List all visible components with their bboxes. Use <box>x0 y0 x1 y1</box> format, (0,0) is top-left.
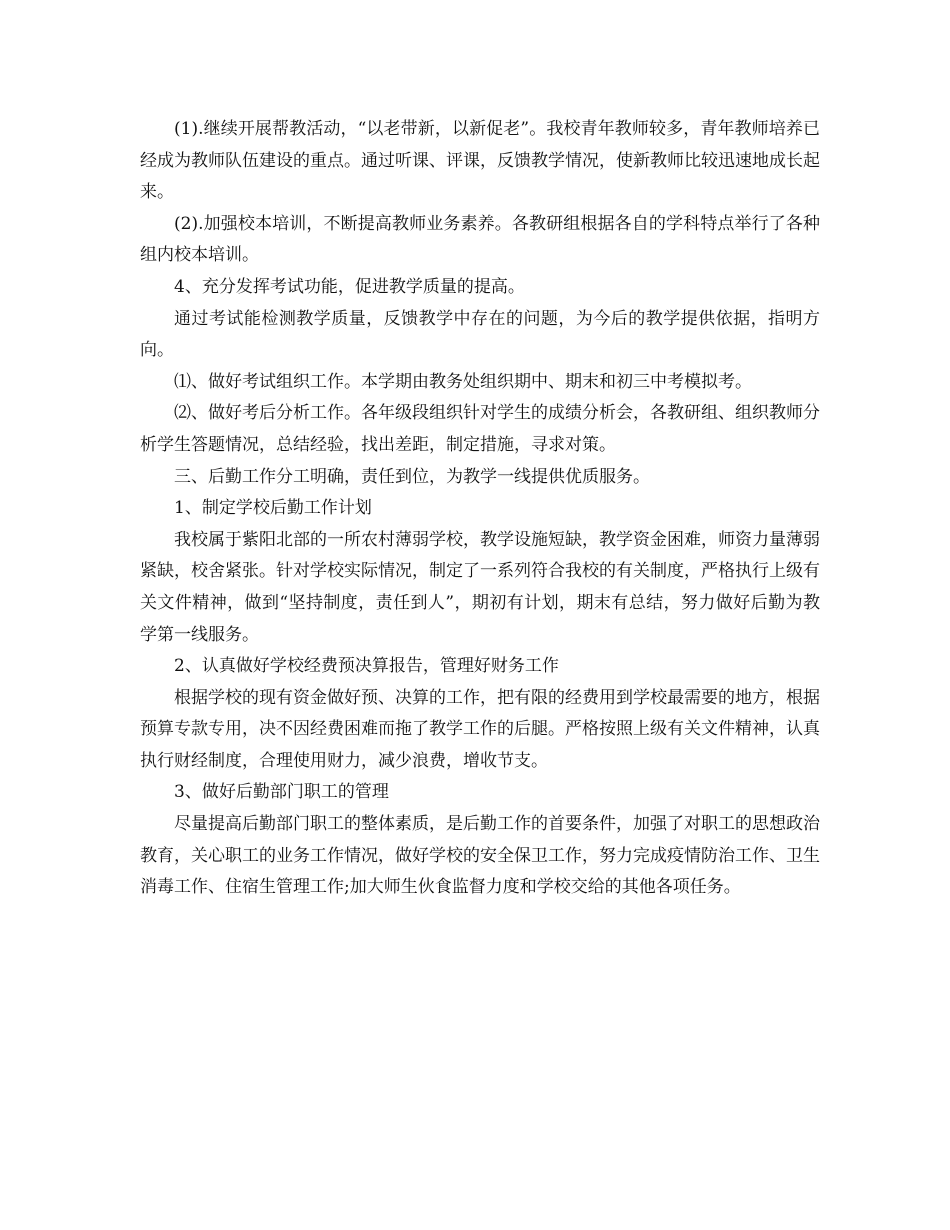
paragraph-11: 根据学校的现有资金做好预、决算的工作，把有限的经费用到学校最需要的地方，根据预算专款专用，决不因经费困难而拖了教学工作的后腿。严格按照上级有关文件精神，认真执行财经制度，合理使用财力，减少浪费，增收节支。 <box>140 687 820 771</box>
paragraph-1: (1).继续开展帮教活动，“以老带新，以新促老”。我校青年教师较多，青年教师培养已经成为教师队伍建设的重点。通过听课、评课，反馈教学情况，使新教师比较迅速地成长起来。 <box>140 119 820 203</box>
paragraph-5: ⑴、做好考试组织工作。本学期由教务处组织期中、期末和初三中考模拟考。 <box>174 371 752 392</box>
paragraph-13: 尽量提高后勤部门职工的整体素质，是后勤工作的首要条件，加强了对职工的思想政治教育，关心职工的业务工作情况，做好学校的安全保卫工作，努力完成疫情防治工作、卫生消毒工作、住宿生管理工作;加大师生伙食监督力度和学校交给的其他各项任务。 <box>140 814 820 898</box>
document-body <box>140 114 820 904</box>
subheading-budget: 2、认真做好学校经费预决算报告，管理好财务工作 <box>174 656 559 677</box>
paragraph-6: ⑵、做好考后分析工作。各年级段组织针对学生的成绩分析会，各教研组、组织教师分析学生答题情况，总结经验，找出差距，制定措施，寻求对策。 <box>140 403 820 455</box>
paragraph-2: (2).加强校本培训，不断提高教师业务素养。各教研组根据各自的学科特点举行了各种组内校本培训。 <box>140 213 820 266</box>
section-heading-logistics: 三、后勤工作分工明确，责任到位，为教学一线提供优质服务。 <box>174 466 650 487</box>
subheading-plan: 1、制定学校后勤工作计划 <box>174 498 372 519</box>
subheading-staff: 3、做好后勤部门职工的管理 <box>174 782 389 803</box>
paragraph-3: 4、充分发挥考试功能，促进教学质量的提高。 <box>174 276 525 297</box>
paragraph-9: 我校属于紫阳北部的一所农村薄弱学校，教学设施短缺，教学资金困难，师资力量薄弱紧缺，校舍紧张。针对学校实际情况，制定了一系列符合我校的有关制度，严格执行上级有关文件精神，做到“坚持制度，责任到人”，期初有计划，期末有总结，努力做好后勤为教学第一线服务。 <box>140 529 820 645</box>
paragraph-4: 通过考试能检测教学质量，反馈教学中存在的问题，为今后的教学提供依据，指明方向。 <box>140 308 820 361</box>
